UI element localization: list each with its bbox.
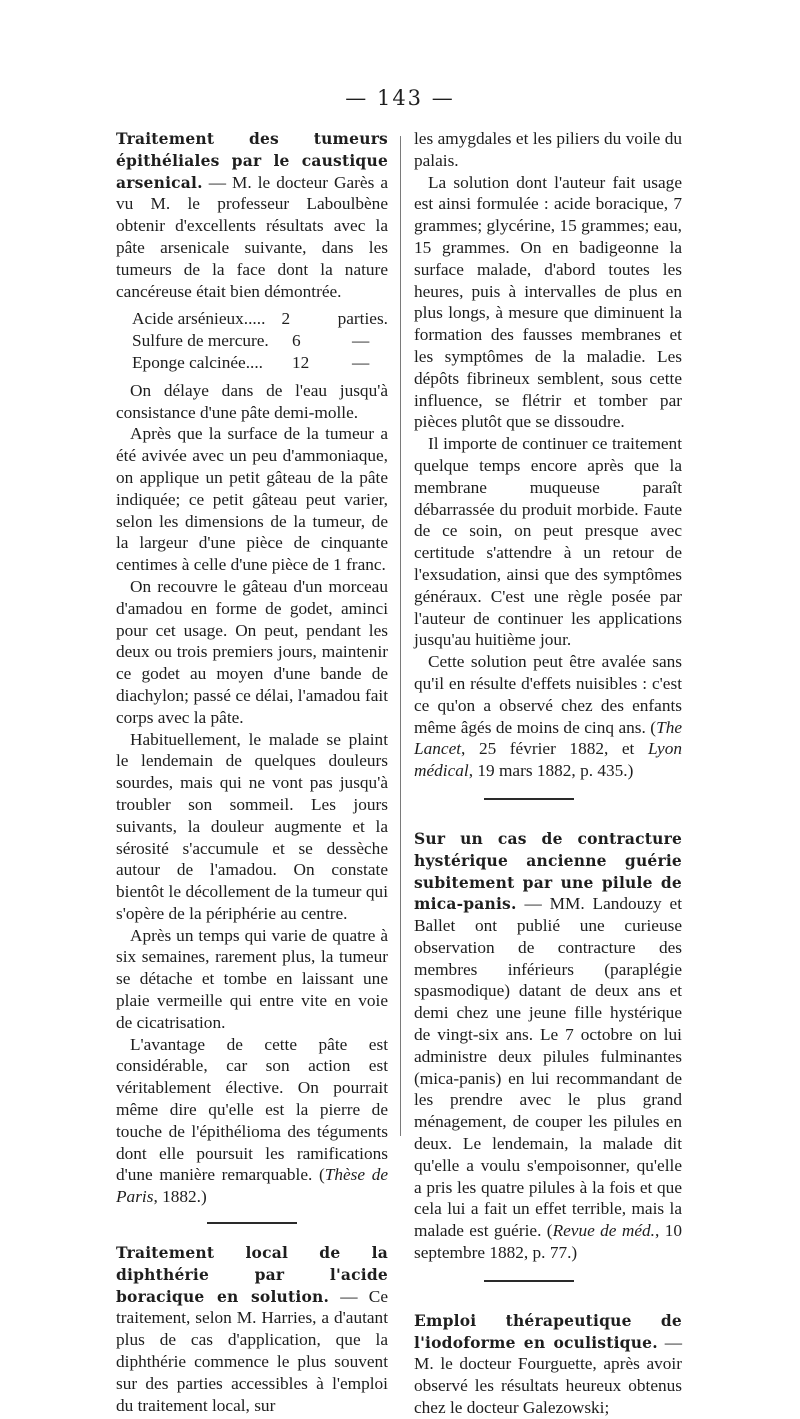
citation-date: , 25 février 1882, et: [461, 739, 648, 759]
paragraph: Après que la surface de la tumeur a été avivée avec un peu d'ammoniaque, on applique un petit gâteau de la pâte indiquée; ce petit gâteau peut varier, selon les dimensions de la tumeur, de la largeur d'une pièce de cinquante centimes à celle d'une pièce de 1 franc.: [116, 424, 388, 575]
citation-date: , 10 septembre 1882, p. 77.): [414, 1221, 683, 1263]
heading-arsenical: Traitement des tumeurs épithéliales par le caustique arsenical.: [116, 129, 388, 192]
heading-contracture: Sur un cas de contracture hystérique ancienne guérie subitement par une pilule de mica-panis.: [414, 828, 682, 914]
text-diphtheria-p1: — Ce traitement, selon M. Harries, a d'autant plus de cas d'application, que la diphthérie commence le plus souvent sur des parties accessibles à l'emploi du traitement local, sur: [116, 1286, 388, 1415]
paragraph-with-citation: [414, 651, 682, 782]
section-divider: [484, 798, 574, 800]
citation-source: Revue de méd.: [552, 1221, 655, 1241]
citation-source: Thèse de Paris: [116, 1165, 389, 1207]
citation-source: Lyon médical: [414, 739, 682, 781]
recipe-row: [132, 352, 388, 374]
paragraph-with-citation: [116, 1034, 388, 1208]
recipe-ingredient: Eponge calcinée....: [132, 352, 263, 372]
recipe-unit: parties.: [337, 309, 388, 329]
text-iodoforme-p1: — M. le docteur Fourguette, après avoir observé les résultats heureux obtenus chez le docteur Galezowski;: [414, 1332, 682, 1418]
paragraph: les amygdales et les piliers du voile du palais.: [414, 129, 682, 170]
text-contracture-p1: — MM. Landouzy et Ballet ont publié une curieuse observation de contracture des membres inférieurs (paraplégie spasmodique) datant de deux ans et demi chez une jeune fille hystérique de vingt-six ans. Le 7 octobre on lui administre deux pilules fulminantes (mica-panis) en lui recommandant de les prendre avec le plus grand ménagement, de couper les pilules en deux. Le lendemain, la malade dit qu'elle a voulu s'empoisonner, qu'elle a pris les quatre pilules à la fois et que cela lui a fait un effet terrible, mais la malade est guérie. (: [414, 894, 682, 1241]
citation-source: The Lancet: [414, 717, 682, 759]
recipe-quantity: 2: [281, 309, 291, 329]
page-number: — 143 —: [345, 86, 455, 110]
recipe-row: [132, 308, 388, 330]
paragraph: Il importe de continuer ce traitement quelque temps encore après que la membrane muqueuse paraît débarrassée du produit morbide. Faute de ce soin, on peut presque avec certitude s'attendre à un retour de l'exsudation, ainsi que des symptômes généraux. C'est une règle posée par l'auteur de continuer les applications jusqu'au huitième jour.: [414, 434, 682, 650]
text-arsenical-p1: — M. le docteur Garès a vu M. le professeur Laboulbène obtenir d'excellents résultats avec la pâte arsenicale suivante, dans les tumeurs de la face dont la nature cancéreuse était bien démontrée.: [116, 172, 388, 301]
heading-iodoforme: Emploi thérapeutique de l'iodoforme en oculistique.: [414, 1310, 682, 1352]
left-column: [116, 128, 388, 1416]
recipe-unit: —: [352, 352, 370, 372]
paragraph-text: Cette solution peut être avalée sans qu'il en résulte d'effets nuisibles : c'est ce qu'on a observé chez des enfants même âgés de moins de cinq ans. (: [414, 652, 682, 737]
article-diphtheria-intro: [116, 1242, 388, 1416]
section-divider: [207, 1222, 297, 1224]
paragraph: Habituellement, le malade se plaint le lendemain de quelques douleurs sourdes, mais qui ne vont pas jusqu'à troubler son sommeil. Les jours suivants, la douleur augmente et la sérosité s'accumule et se dessèche autour de l'amadou. On constate bientôt le décollement de la tumeur qui s'opère de la périphérie au centre.: [116, 729, 388, 923]
article-iodoforme-intro: [414, 1310, 682, 1419]
heading-diphtheria: Traitement local de la diphthérie par l'acide boracique en solution.: [116, 1243, 388, 1306]
article-arsenical-intro: [116, 128, 388, 302]
recipe-table: [132, 308, 388, 373]
section-divider: [484, 1280, 574, 1282]
paragraph-text: L'avantage de cette pâte est considérable, car son action est véritablement élective. On pourrait même dire qu'elle est la pierre de touche de l'épithélioma des téguments dont elle poursuit les ramifications d'une manière remarquable. (: [116, 1034, 388, 1185]
paragraph: On délaye dans de l'eau jusqu'à consistance d'une pâte demi-molle.: [116, 380, 388, 422]
citation-date: , 19 mars 1882, p. 435.): [468, 761, 634, 781]
recipe-quantity: 12: [292, 352, 310, 372]
recipe-ingredient: Sulfure de mercure.: [132, 331, 269, 351]
right-column: [414, 128, 682, 1419]
paragraph: La solution dont l'auteur fait usage est ainsi formulée : acide boracique, 7 grammes; glycérine, 15 grammes; eau, 15 grammes. On en badigeonne la surface malade, d'abord toutes les heures, puis à intervalles de plus en plus longs, à mesure que diminuent la formation des fausses membranes et les symptômes de la maladie. Les dépôts fibrineux semblent, sous cette influence, se flétrir et tomber par pièces plutôt que se dissoudre.: [414, 172, 682, 432]
article-contracture-intro: [414, 828, 682, 1264]
paragraph: On recouvre le gâteau d'un morceau d'amadou en forme de godet, aminci pour cet usage. On peut, pendant les deux ou trois premiers jours, maintenir ce godet au moyen d'une bande de diachylon; passé ce délai, l'amadou fait corps avec la pâte.: [116, 576, 388, 727]
recipe-row: [132, 330, 388, 352]
recipe-quantity: 6: [292, 331, 301, 351]
recipe-unit: —: [352, 331, 370, 351]
paragraph: Après un temps qui varie de quatre à six semaines, rarement plus, la tumeur se détache et tombe en laissant une plaie vermeille qui entre vite en voie de cicatrisation.: [116, 925, 388, 1032]
citation-date: , 1882.): [153, 1187, 207, 1207]
column-divider: [400, 136, 401, 1136]
recipe-ingredient: Acide arsénieux.....: [132, 309, 266, 329]
